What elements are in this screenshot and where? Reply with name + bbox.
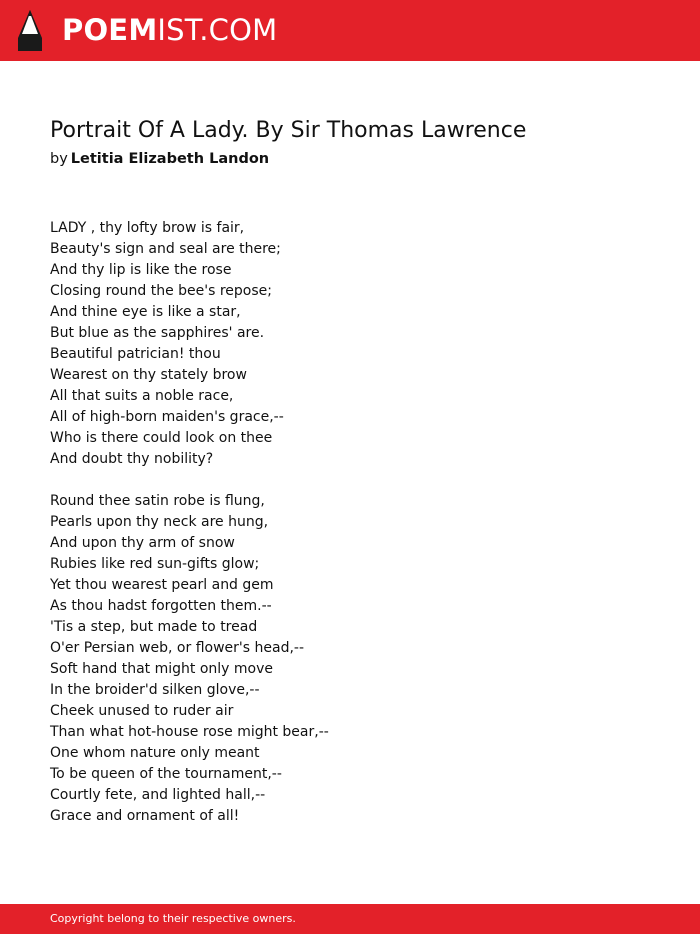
poem-line: Who is there could look on thee <box>50 430 273 446</box>
poem-line: And thy lip is like the rose <box>50 262 232 278</box>
poem-line: All that suits a noble race, <box>50 388 234 404</box>
site-footer <box>0 904 700 934</box>
poem-line: Beautiful patrician! thou <box>50 346 221 362</box>
poem-title: Portrait Of A Lady. By Sir Thomas Lawrence <box>50 118 527 143</box>
poem-line: Cheek unused to ruder air <box>50 703 234 719</box>
pencil-tip-icon <box>18 10 42 51</box>
byline-prefix: by <box>50 151 68 167</box>
byline <box>50 149 269 169</box>
poem-line: 'Tis a step, but made to tread <box>50 619 258 635</box>
poem-line: Beauty's sign and seal are there; <box>50 241 281 257</box>
poem-line: And thine eye is like a star, <box>50 304 241 320</box>
poem-line: But blue as the sapphires' are. <box>50 325 265 341</box>
poem-line: Grace and ornament of all! <box>50 808 240 824</box>
poem-line: Closing round the bee's repose; <box>50 283 272 299</box>
poem-line: Rubies like red sun-gifts glow; <box>50 556 260 572</box>
poem-line: Pearls upon thy neck are hung, <box>50 514 269 530</box>
site-logo[interactable] <box>62 12 277 48</box>
stanza-2 <box>50 491 650 827</box>
logo-light-text: IST.COM <box>157 13 278 47</box>
stanza-1 <box>50 218 650 470</box>
poem-line: O'er Persian web, or flower's head,-- <box>50 640 305 656</box>
poem-line: All of high-born maiden's grace,-- <box>50 409 284 425</box>
logo-bold-text: POEM <box>62 13 158 47</box>
poem-line: Yet thou wearest pearl and gem <box>50 577 274 593</box>
site-header <box>0 0 700 61</box>
poem-line: Wearest on thy stately brow <box>50 367 247 383</box>
poem-line: To be queen of the tournament,-- <box>50 766 282 782</box>
poem-body <box>50 218 650 848</box>
poem-line: And doubt thy nobility? <box>50 451 214 467</box>
poem-line: Courtly fete, and lighted hall,-- <box>50 787 266 803</box>
poem-line: LADY , thy lofty brow is fair, <box>50 220 245 236</box>
author-name: Letitia Elizabeth Landon <box>70 151 270 167</box>
poem-line: Soft hand that might only move <box>50 661 274 677</box>
poem-line: One whom nature only meant <box>50 745 260 761</box>
poem-line: As thou hadst forgotten them.-- <box>50 598 272 614</box>
poem-line: In the broider'd silken glove,-- <box>50 682 260 698</box>
poem-line: Round thee satin robe is flung, <box>50 493 265 509</box>
poem-line: Than what hot-house rose might bear,-- <box>50 724 329 740</box>
copyright-text: Copyright belong to their respective owners. <box>50 912 296 925</box>
poem-line: And upon thy arm of snow <box>50 535 235 551</box>
